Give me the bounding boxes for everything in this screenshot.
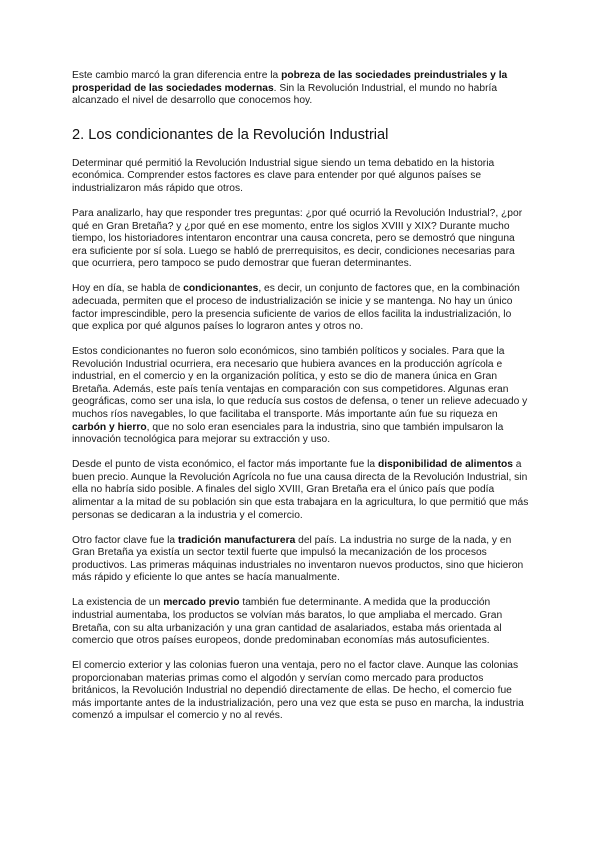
paragraph-6	[72, 535, 530, 585]
text: Este cambio marcó la gran diferencia entre la	[72, 70, 282, 81]
bold-term: tradición manufacturera	[177, 534, 296, 546]
bold-term: carbón y hierro	[72, 421, 147, 433]
paragraph-1: Determinar qué permitió la Revolución Industrial sigue siendo un tema debatido en la historia económica. Comprender estos factores es clave para entender por qué algunos países se industrializaron más rápido que otros.	[72, 157, 495, 194]
text: . Sin la Revolución Industrial, el mundo no habría alcanzado el nivel de desarrollo que conocemos hoy.	[72, 82, 498, 107]
paragraph-5	[72, 459, 530, 522]
section-heading	[72, 126, 530, 144]
paragraph-2: Para analizarlo, hay que responder tres preguntas: ¿por qué ocurrió la Revolución Industrial?, ¿por qué en Gran Bretaña? y ¿por qué en ese momento, entre los siglos XVIII y XIX? Durante mucho tiempo, los historiadores intentaron encontrar una causa concreta, pero se demostró que ninguna era suficiente por sí sola. Luego se habló de prerrequisitos, es decir, condiciones necesarias para que ocurriera, pero tampoco se pudo demostrar que fueran determinantes.	[72, 207, 523, 270]
text: Estos condicionantes no fueron solo económicos, sino también políticos y sociales. Para que la Revolución Industrial ocurriera, era necesario que hubiera avances en la producción agrícola e industrial, en el comercio y en la organización política, y esto se dio de manera única en Gran Bretaña. Además, este país tenía ventajas en comparación con sus competidores. Algunas eran geográficas, como ser una isla, lo que reducía sus costos de defensa, o tener un relieve adecuado y muchos ríos navegables, lo que facilitaba el transporte. Más importante aún fue su riqueza en	[72, 346, 528, 421]
bold-term: condicionantes	[183, 283, 259, 295]
paragraph-3	[72, 283, 530, 333]
text: a buen precio. Aunque la Revolución Agrícola no fue una causa directa de la Revolución Industrial, sin ella no habría sido posible. A finales del siglo XVIII, Gran Bretaña era el único país que podía alimentar a la mitad de su población sin que esta trabajara en la agricultura, lo que permitió que más personas se dedicaran a la industria y el comercio.	[72, 459, 529, 521]
bold-term: mercado previo	[163, 597, 240, 609]
text: , que no solo eran esenciales para la industria, sino que también impulsaron la innovación tecnológica para mejorar su extracción y uso.	[72, 421, 504, 446]
text: La existencia de un	[72, 597, 164, 609]
paragraph-7	[72, 597, 530, 647]
text: Otro factor clave fue la	[72, 534, 178, 546]
text: también fue determinante. A medida que la producción industrial aumentaba, los productos se volvían más baratos, lo que ampliaba el mercado. Gran Bretaña, con su alta urbanización y una gran cantidad de asalariados, estaba más orientada al comercio que otros países europeos, donde predominaban economías más autosuficientes.	[72, 597, 503, 647]
bold-term: pobreza de las sociedades preindustriales y la prosperidad de las sociedades modernas	[72, 70, 508, 94]
paragraph-4	[72, 346, 530, 447]
text: Desde el punto de vista económico, el factor más importante fue la	[72, 459, 378, 471]
section-title: Los condicionantes de la Revolución Industrial	[88, 126, 389, 143]
intro-paragraph	[72, 70, 530, 108]
text: , es decir, un conjunto de factores que, en la combinación adecuada, permiten que el proceso de industrialización se inicie y se mantenga. No hay un único factor imprescindible, pero la presencia suficiente de varios de ellos facilita la industrialización, lo que explica por qué algunos países lo lograron antes y otros no.	[72, 283, 520, 333]
bold-term: disponibilidad de alimentos	[377, 459, 513, 471]
paragraph-8: El comercio exterior y las colonias fueron una ventaja, pero no el factor clave. Aunque las colonias proporcionaban materias primas como el algodón y servían como mercado para productos británicos, la Revolución Industrial no dependió directamente de ellas. De hecho, el comercio fue más importante antes de la industrialización, pero una vez que esta se puso en marcha, la industria comenzó a impulsar el comercio y no al revés.	[72, 660, 524, 722]
section-number: 2.	[72, 126, 85, 143]
text: Hoy en día, se habla de	[72, 283, 184, 295]
text: del país. La industria no surge de la nada, y en Gran Bretaña ya existía un sector textil fuerte que impulsó la mecanización de los procesos productivos. Las primeras máquinas industriales no inventaron nuevos productos, sino que hicieron más rápido y eficiente lo que antes se hacía manualmente.	[72, 534, 524, 584]
